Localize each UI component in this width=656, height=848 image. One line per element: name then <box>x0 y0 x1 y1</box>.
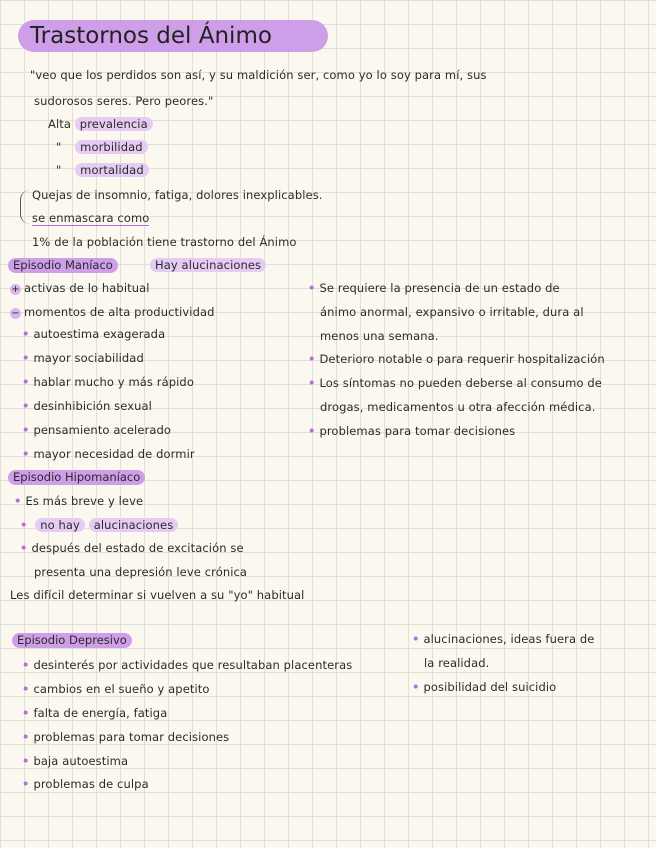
list-item: • cambios en el sueño y apetito <box>22 682 210 696</box>
list-item-cont: drogas, medicamentos u otra afección médica. <box>320 400 596 414</box>
quote-line-1: "veo que los perdidos son así, y su maldición ser, como yo lo soy para mí, sus <box>30 68 487 82</box>
list-item-cont: ánimo anormal, expansivo o irritable, dura al <box>320 305 584 319</box>
list-item-cont: la realidad. <box>424 656 490 670</box>
hipomaniaco-heading: Episodio Hipomaníaco <box>8 470 145 485</box>
alta-line <box>48 117 153 131</box>
depresivo-heading: Episodio Depresivo <box>12 633 132 648</box>
no-hay-highlight: no hay <box>35 518 85 532</box>
alucinaciones-highlight: alucinaciones <box>89 518 179 532</box>
list-item: • desinhibición sexual <box>22 399 152 413</box>
plus-icon: + <box>11 284 20 295</box>
alta-label: Alta <box>48 117 72 131</box>
list-item: • mayor necesidad de dormir <box>22 447 195 461</box>
morbilidad-highlight: morbilidad <box>75 140 148 154</box>
poblacion-text: 1% de la población tiene trastorno del Ánimo <box>32 235 297 249</box>
morbilidad-line <box>56 140 148 154</box>
list-item: • autoestima exagerada <box>22 327 165 341</box>
bracket-mark <box>20 190 31 224</box>
mortalidad-highlight: mortalidad <box>75 163 149 177</box>
quejas-text: Quejas de insomnio, fatiga, dolores inexplicables. <box>32 188 323 202</box>
list-item: • Se requiere la presencia de un estado de <box>308 281 560 295</box>
list-item: • posibilidad del suicidio <box>412 680 556 694</box>
list-item: • falta de energía, fatiga <box>22 706 167 720</box>
list-item: • pensamiento acelerado <box>22 423 171 437</box>
list-item <box>20 518 178 532</box>
list-item: • problemas de culpa <box>22 777 149 791</box>
ditto-mark: " <box>56 140 62 154</box>
list-item: • alucinaciones, ideas fuera de <box>412 632 594 646</box>
maniaco-tag <box>150 258 266 272</box>
page-title: Trastornos del Ánimo <box>18 20 328 52</box>
list-item: • mayor sociabilidad <box>22 351 144 365</box>
mortalidad-line <box>56 163 149 177</box>
quote-line-2: sudorosos seres. Pero peores." <box>34 94 214 108</box>
list-item: • Es más breve y leve <box>14 494 143 508</box>
list-item: • Deterioro notable o para requerir hospitalización <box>308 352 605 366</box>
prevalencia-highlight: prevalencia <box>75 117 153 131</box>
ditto-mark: " <box>56 163 62 177</box>
alucinaciones-highlight: Hay alucinaciones <box>150 258 266 272</box>
plus-line: + activas de lo habitual <box>11 281 150 295</box>
list-item: • baja autoestima <box>22 754 128 768</box>
list-item: • Los síntomas no pueden deberse al consumo de <box>308 376 602 390</box>
minus-icon: − <box>11 308 20 319</box>
minus-line: − momentos de alta productividad <box>11 305 215 319</box>
list-item-cont: menos una semana. <box>320 329 439 343</box>
enmascara-text: se enmascara como <box>32 211 150 225</box>
list-item: • después del estado de excitación se <box>20 541 244 555</box>
maniaco-heading: Episodio Maníaco <box>8 258 118 273</box>
list-item: • problemas para tomar decisiones <box>308 424 515 438</box>
list-item-cont: presenta una depresión leve crónica <box>34 565 248 579</box>
list-item: • problemas para tomar decisiones <box>22 730 229 744</box>
hipomaniaco-note: Les difícil determinar si vuelven a su "yo" habitual <box>10 588 305 602</box>
list-item: • desinterés por actividades que resultaban placenteras <box>22 658 352 672</box>
list-item: • hablar mucho y más rápido <box>22 375 194 389</box>
